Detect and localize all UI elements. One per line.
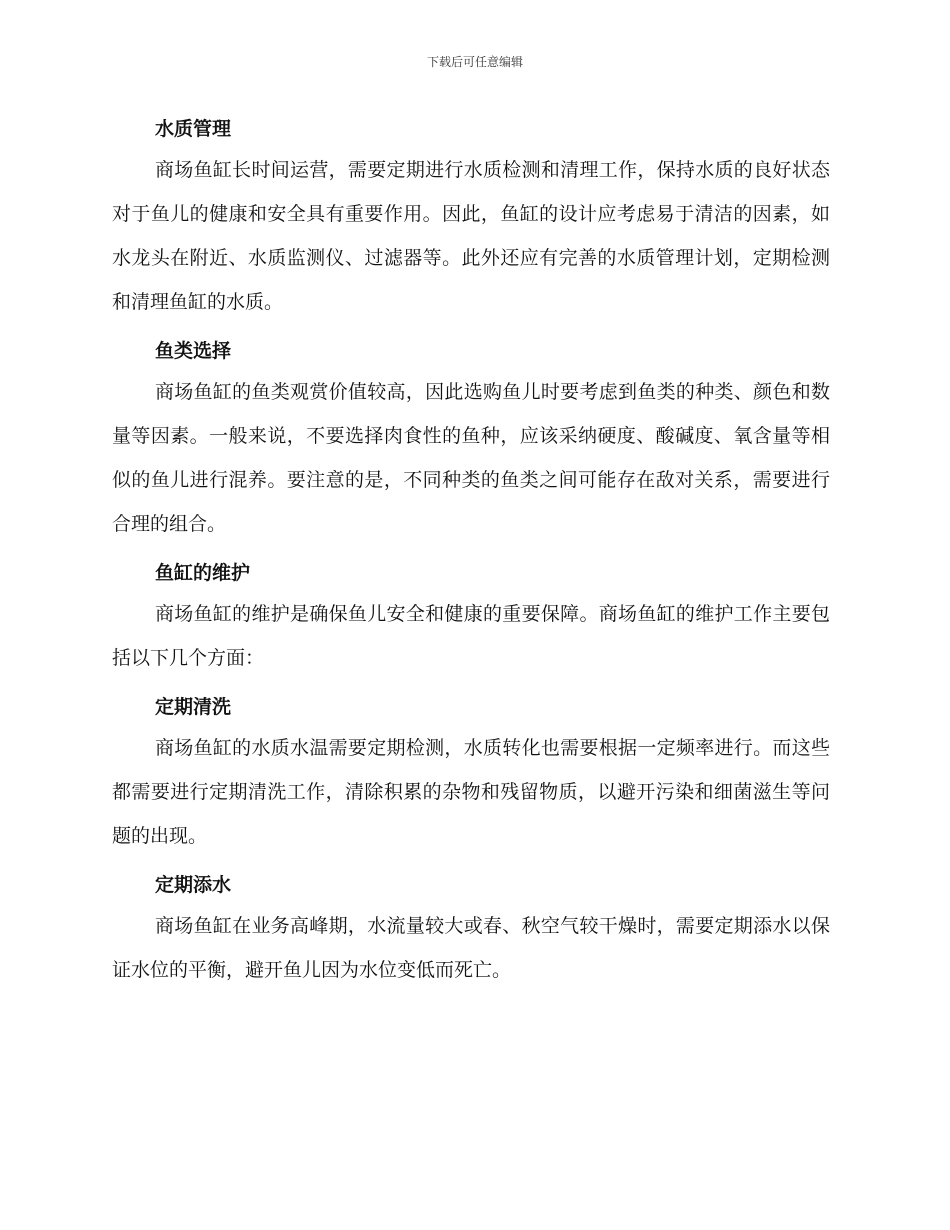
- paragraph: 商场鱼缸的维护是确保鱼儿安全和健康的重要保障。商场鱼缸的维护工作主要包括以下几个方面：: [112, 603, 830, 669]
- section-water-quality: [112, 110, 830, 324]
- document-body: [112, 110, 830, 1000]
- section-title: 水质管理: [155, 118, 232, 140]
- paragraph: 商场鱼缸的鱼类观赏价值较高，因此选购鱼儿时要考虑到鱼类的种类、颜色和数量等因素。一般来说，不要选择肉食性的鱼种，应该采纳硬度、酸碱度、氧含量等相似的鱼儿进行混养。要注意的是，不同种类的鱼类之间可能存在敌对关系，需要进行合理的组合。: [112, 381, 830, 535]
- section-tank-maintenance: [112, 554, 830, 680]
- section-title: 鱼缸的维护: [155, 562, 251, 584]
- paragraph: 商场鱼缸长时间运营，需要定期进行水质检测和清理工作，保持水质的良好状态对于鱼儿的健康和安全具有重要作用。因此，鱼缸的设计应考虑易于清洁的因素，如水龙头在附近、水质监测仪、过滤器等。此外还应有完善的水质管理计划，定期检测和清理鱼缸的水质。: [112, 159, 830, 313]
- section-title: 定期添水: [155, 874, 232, 896]
- section-title: 鱼类选择: [155, 340, 232, 362]
- paragraph: 商场鱼缸的水质水温需要定期检测，水质转化也需要根据一定频率进行。而这些都需要进行定期清洗工作，清除积累的杂物和残留物质，以避开污染和细菌滋生等问题的出现。: [112, 737, 830, 847]
- section-regular-cleaning: [112, 688, 830, 858]
- section-title: 定期清洗: [155, 696, 232, 718]
- paragraph: 商场鱼缸在业务高峰期，水流量较大或春、秋空气较干燥时，需要定期添水以保证水位的平衡，避开鱼儿因为水位变低而死亡。: [112, 915, 830, 981]
- section-regular-water-adding: [112, 866, 830, 992]
- section-fish-selection: [112, 332, 830, 546]
- page-header-note: 下载后可任意编辑: [426, 55, 523, 69]
